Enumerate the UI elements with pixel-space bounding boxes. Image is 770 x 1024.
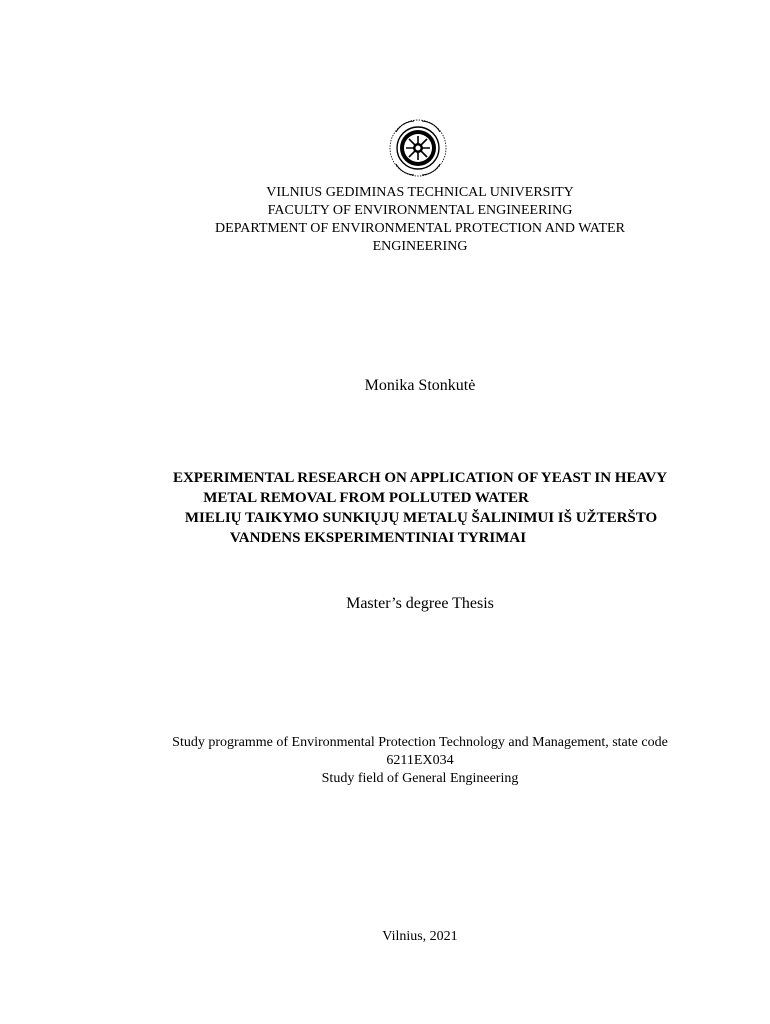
faculty-name: FACULTY OF ENVIRONMENTAL ENGINEERING [267, 203, 573, 218]
state-code: 6211EX034 [386, 753, 454, 768]
institution-block [120, 184, 720, 256]
university-seal-icon [388, 118, 448, 178]
department-name-line1: DEPARTMENT OF ENVIRONMENTAL PROTECTION AND WATER [215, 221, 625, 236]
title-english-line2: METAL REMOVAL FROM POLLUTED WATER [203, 490, 529, 506]
title-lithuanian-line2: VANDENS EKSPERIMENTINIAI TYRIMAI [229, 530, 527, 546]
university-name: VILNIUS GEDIMINAS TECHNICAL UNIVERSITY [266, 185, 574, 200]
place-and-year: Vilnius, 2021 [382, 929, 458, 944]
thesis-title [80, 468, 760, 548]
thesis-type: Master’s degree Thesis [346, 595, 494, 612]
department-name-line2: ENGINEERING [372, 239, 468, 254]
study-field: Study field of General Engineering [321, 771, 519, 786]
study-programme-line1: Study programme of Environmental Protection Technology and Management, state code [172, 735, 668, 750]
author-name: Monika Stonkutė [364, 377, 476, 394]
title-english-line1: EXPERIMENTAL RESEARCH ON APPLICATION OF YEAST IN HEAVY [172, 470, 668, 486]
study-programme-block [100, 734, 740, 788]
title-lithuanian-line1: MIELIŲ TAIKYMO SUNKIŲJŲ METALŲ ŠALINIMUI IŠ UŽTERŠTO [184, 510, 658, 526]
